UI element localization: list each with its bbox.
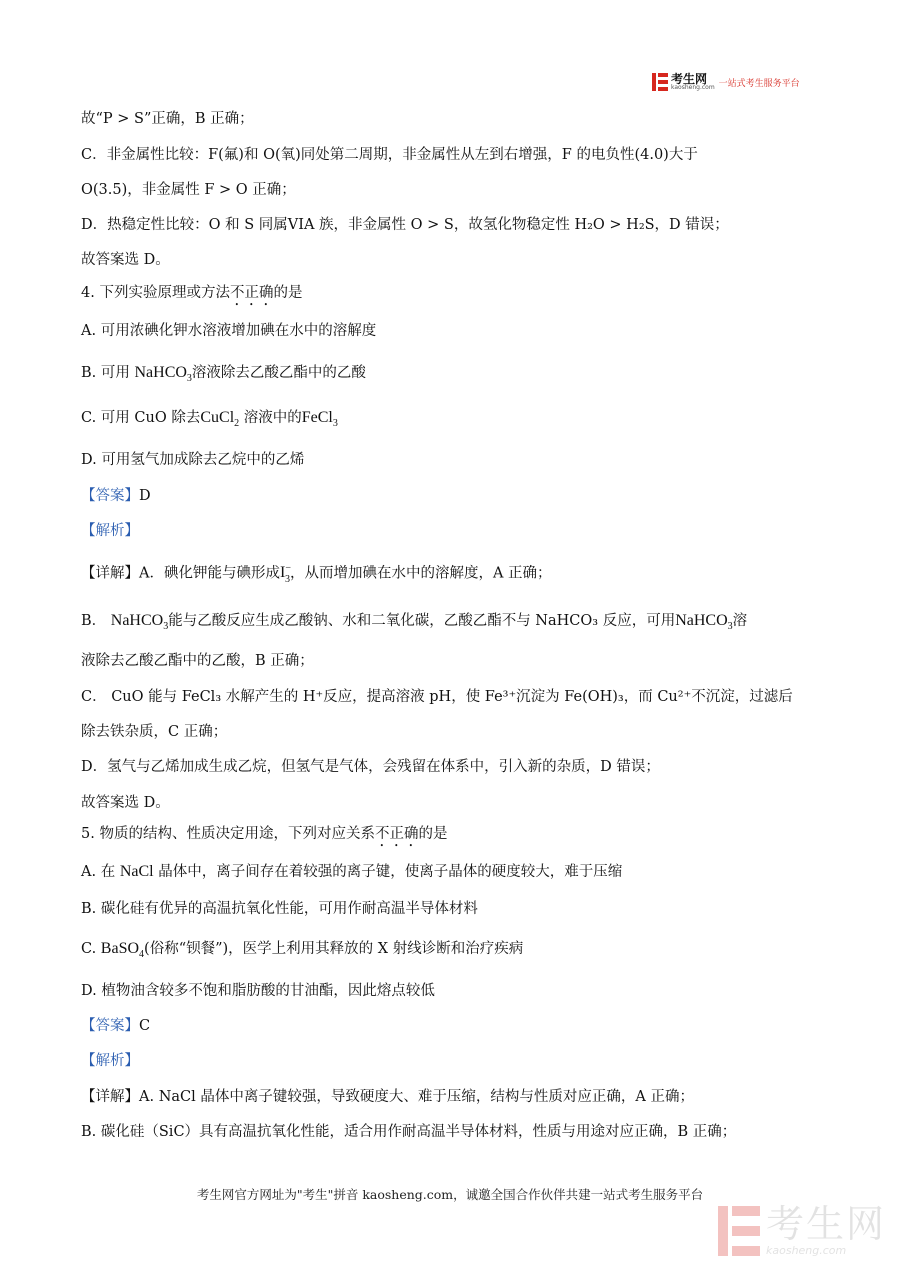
option-4a: A. 可用浓碘化钾水溶液增加碘在水中的溶解度 [81, 323, 377, 339]
explain-4c: C． CuO 能与 FeCl₃ 水解产生的 H⁺反应，提高溶液 pH，使 Fe³⁺沉淀为 Fe(OH)₃，而 Cu²⁺不沉淀，过滤后 [81, 689, 793, 705]
page-footer: 考生网官方网址为"考生"拼音 kaosheng.com，诚邀全国合作伙伴共建一站式考生服务平台 [196, 1187, 704, 1202]
option-5b: B. 碳化硅有优异的高温抗氧化性能，可用作耐高温半导体材料 [81, 901, 478, 917]
option-5c: C. BaSO$_4$(俗称“钡餐”)，医学上利用其释放的 X 射线诊断和治疗疾病 [81, 940, 524, 961]
formula-fecl3: FeCl$_3$ [301, 409, 338, 430]
formula-nahco3: NaHCO$_3$ [134, 364, 192, 385]
option-5d: D. 植物油含较多不饱和脂肪酸的甘油酯，因此熔点较低 [81, 983, 435, 999]
option-5a: A. 在 NaCl 晶体中，离子间存在着较强的离子键，使离子晶体的硬度较大，难于压缩 [81, 863, 623, 880]
text-line: D．热稳定性比较：O 和 S 同属VIA 族，非金属性 O > S，故氢化物稳定性 H₂O > H₂S，D 错误； [81, 217, 729, 233]
emphasis-dotted: 不正确 [229, 285, 274, 301]
emphasis-dotted: 不正确 [374, 826, 419, 842]
formula-nacl: NaCl [119, 863, 154, 880]
answer-label: 【答案】 [81, 488, 139, 504]
text-line: C．非金属性比较：F(氟)和 O(氧)同处第二周期，非金属性从左到右增强，F 的电负性(4.0)大于 [81, 147, 698, 163]
explain-4c-cont: 除去铁杂质，C 正确； [81, 724, 228, 740]
option-4b: B. 可用 NaHCO$_3$溶液除去乙酸乙酯中的乙酸 [81, 364, 366, 385]
formula-baso4: BaSO$_4$ [100, 940, 145, 961]
explain-4b-cont: 液除去乙酸乙酯中的乙酸，B 正确； [81, 653, 314, 669]
explain-4d: D．氢气与乙烯加成生成乙烷，但氢气是气体，会残留在体系中，引入新的杂质，D 错误； [81, 759, 660, 775]
explain-4b: B． NaHCO$_3$能与乙酸反应生成乙酸钠、水和二氧化碳，乙酸乙酯不与 NaHCO₃ 反应，可用NaHCO$_3$溶 [81, 612, 748, 633]
answer-5: 【答案】C [81, 1018, 151, 1034]
explain-4a: 【详解】A．碘化钾能与碘形成$I^-_3$，从而增加碘在水中的溶解度，A 正确； [81, 563, 552, 585]
formula-cucl2: CuCl$_2$ [200, 409, 240, 430]
analysis-label-5: 【解析】 [81, 1053, 139, 1069]
question-5-stem: 5. 物质的结构、性质决定用途，下列对应关系不正确的是 [81, 826, 448, 842]
watermark-domain: kaosheng.com [766, 1244, 847, 1257]
brand-domain: kaosheng.com [671, 84, 715, 91]
brand-slogan: 一站式考生服务平台 [718, 78, 800, 89]
formula-i3: $I^-_3$ [279, 563, 291, 585]
kaosheng-logo-icon [718, 1206, 760, 1256]
text-line: O(3.5)，非金属性 F > O 正确； [81, 182, 296, 198]
watermark-brand: 考生网 [766, 1202, 887, 1246]
answer-label: 【答案】 [81, 1018, 139, 1034]
header-logo [652, 73, 800, 91]
text-line: 故“P > S”正确，B 正确； [81, 111, 254, 127]
formula-nahco3: NaHCO$_3$ [110, 612, 169, 633]
kaosheng-logo-icon [652, 73, 668, 91]
analysis-label-4: 【解析】 [81, 523, 139, 539]
question-4-stem: 4. 下列实验原理或方法不正确的是 [81, 285, 303, 301]
explain-5a: 【详解】A. NaCl 晶体中离子键较强，导致硬度大、难于压缩，结构与性质对应正确，A 正确； [81, 1089, 694, 1105]
text-line: 故答案选 D。 [81, 252, 170, 268]
option-4d: D. 可用氢气加成除去乙烷中的乙烯 [81, 452, 305, 468]
explain-5b: B. 碳化硅（SiC）具有高温抗氧化性能，适合用作耐高温半导体材料，性质与用途对应正确，B 正确； [81, 1124, 737, 1140]
formula-nahco3: NaHCO$_3$ [675, 612, 733, 633]
answer-4: 【答案】D [81, 488, 151, 504]
brand-name: 考生网 [671, 72, 708, 86]
watermark [718, 1202, 887, 1257]
option-4c: C. 可用 CuO 除去CuCl$_2$ 溶液中的FeCl$_3$ [81, 409, 338, 430]
conclusion-4: 故答案选 D。 [81, 795, 170, 811]
